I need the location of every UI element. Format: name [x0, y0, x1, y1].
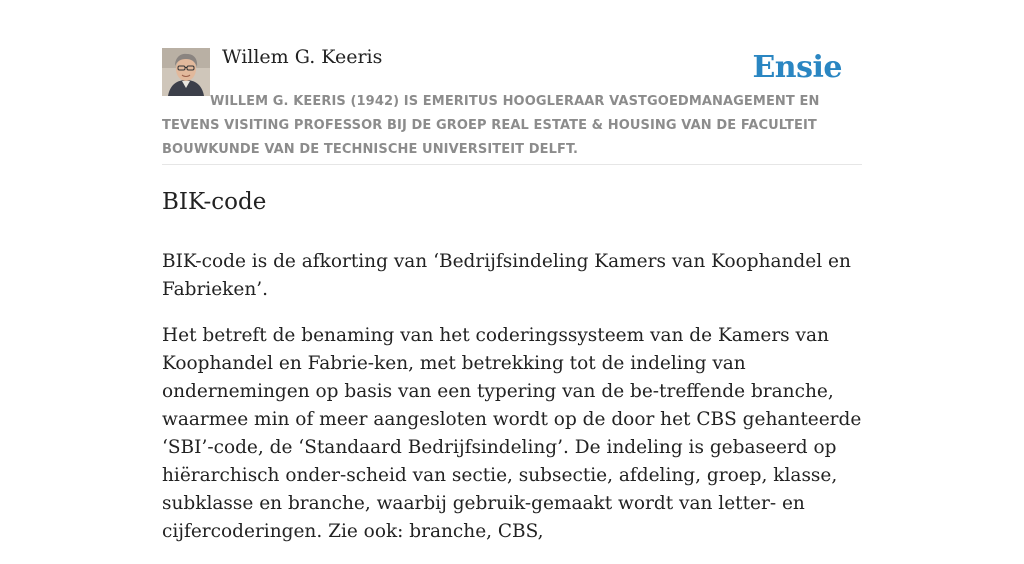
entry-content	[162, 182, 862, 564]
entry-title: BIK-code	[162, 189, 267, 215]
entry-paragraph: BIK-code is de afkorting van ‘Bedrijfsindeling Kamers van Koophandel en Fabrieken’.	[162, 251, 851, 300]
author-bio: WILLEM G. KEERIS (1942) IS EMERITUS HOOGLERAAR VASTGOEDMANAGEMENT EN TEVENS VISITING PROFESSOR BIJ DE GROEP REAL ESTATE & HOUSING VAN DE FACULTEIT BOUWKUNDE VAN DE TECHNISCHE UNIVERSITEIT DELFT.	[162, 94, 820, 157]
author-avatar[interactable]	[162, 48, 210, 96]
author-header	[162, 40, 862, 165]
author-name[interactable]: Willem G. Keeris	[222, 46, 383, 68]
author-portrait-icon	[162, 48, 210, 96]
entry-paragraph: Het betreft de benaming van het coderingssysteem van de Kamers van Koophandel en Fabrie-ken, met betrekking tot de indeling van ondernemingen op basis van een typering van de be-treffende branche, waarmee min of meer aangesloten wordt op de door het CBS gehanteerde ‘SBI’-code, de ‘Standaard Bedrijfsindeling’. De indeling is gebaseerd op hiërarchisch onder-scheid van sectie, subsectie, afdeling, groep, klasse, subklasse en branche, waarbij gebruik-gemaakt wordt van letter- en cijfercoderingen. Zie ook: branche, CBS,	[162, 325, 862, 542]
ensie-logo[interactable]: Ensie	[752, 50, 842, 85]
